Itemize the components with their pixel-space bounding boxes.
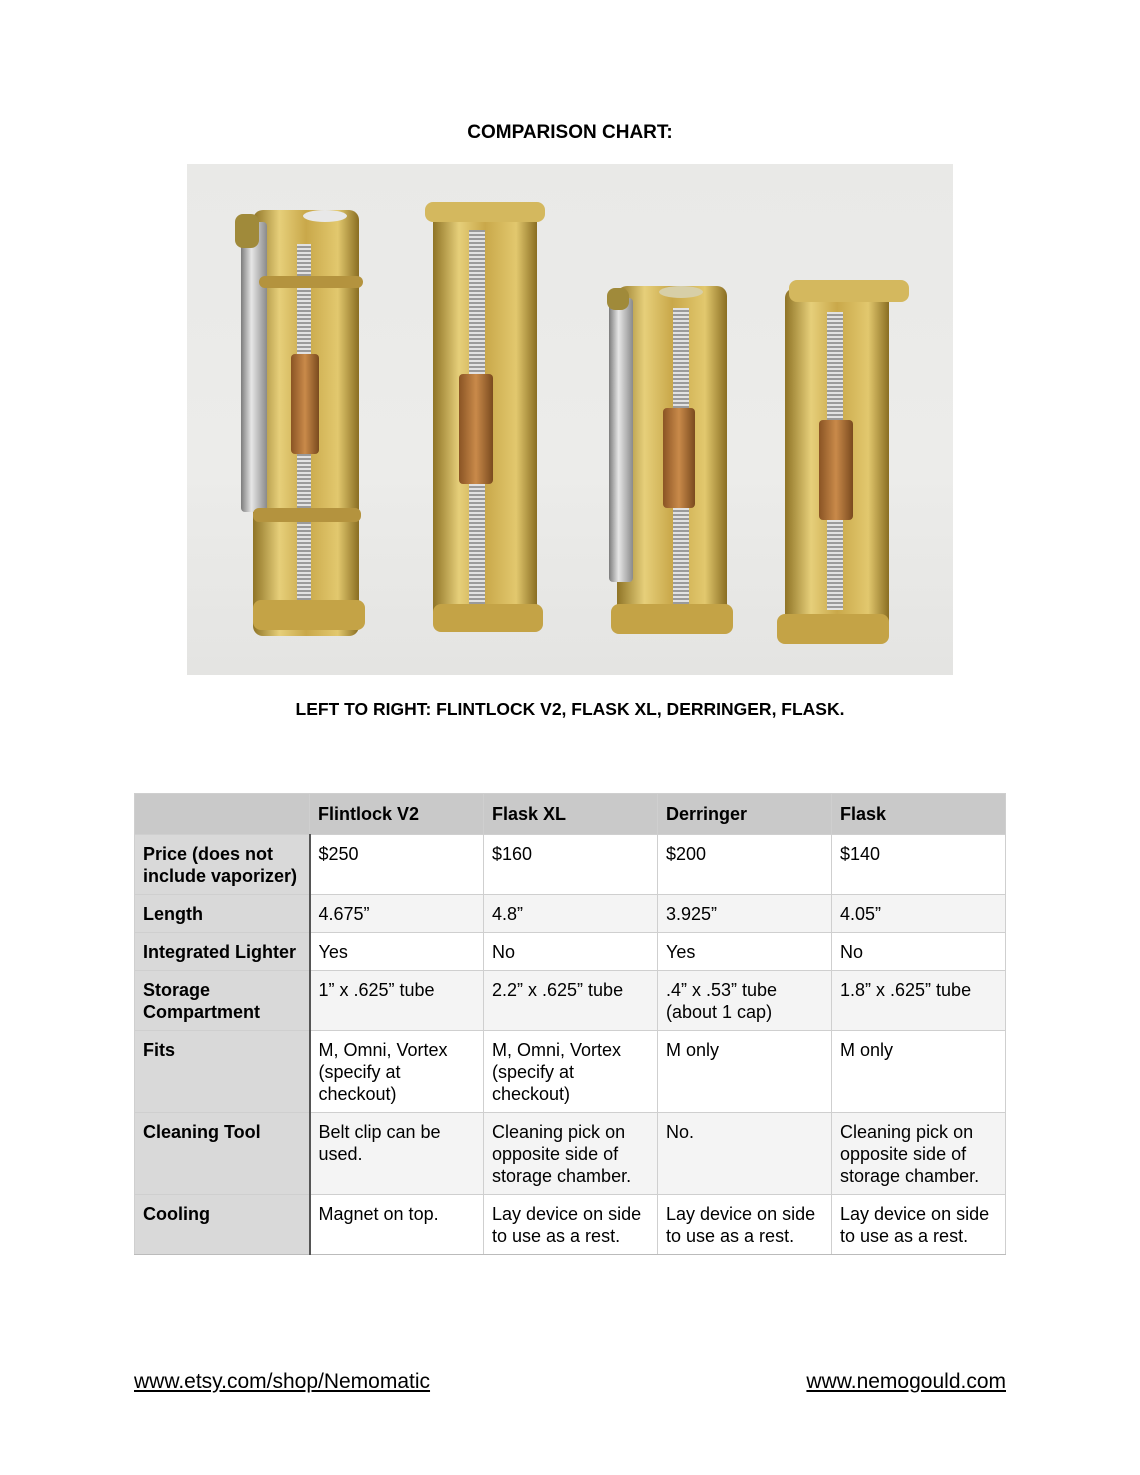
table-row <box>135 971 1006 1031</box>
product-photo <box>187 164 953 675</box>
table-cell: 1.8” x .625” tube <box>832 971 1006 1031</box>
table-cell: Yes <box>310 933 484 971</box>
table-cell: 2.2” x .625” tube <box>484 971 658 1031</box>
row-label: Cooling <box>135 1195 310 1255</box>
header-cell: Flask <box>832 794 1006 835</box>
photo-caption: LEFT TO RIGHT: FLINTLOCK V2, FLASK XL, DERRINGER, FLASK. <box>295 699 845 719</box>
table-cell: Lay device on side to use as a rest. <box>832 1195 1006 1255</box>
table-cell: M, Omni, Vortex (specify at checkout) <box>310 1031 484 1113</box>
table-cell: Belt clip can be used. <box>310 1113 484 1195</box>
table-cell: No <box>484 933 658 971</box>
table-cell: No <box>832 933 1006 971</box>
table-cell: 4.05” <box>832 895 1006 933</box>
row-label: Length <box>135 895 310 933</box>
table-cell: 4.8” <box>484 895 658 933</box>
table-cell: Cleaning pick on opposite side of storage chamber. <box>484 1113 658 1195</box>
header-cell: Flintlock V2 <box>310 794 484 835</box>
table-row <box>135 1113 1006 1195</box>
table-cell: .4” x .53” tube (about 1 cap) <box>658 971 832 1031</box>
table-cell: M only <box>658 1031 832 1113</box>
table-cell: Magnet on top. <box>310 1195 484 1255</box>
table-cell: 4.675” <box>310 895 484 933</box>
flask-item <box>777 280 909 644</box>
row-label: Cleaning Tool <box>135 1113 310 1195</box>
row-label: Price (does not include vaporizer) <box>135 835 310 895</box>
row-label: Integrated Lighter <box>135 933 310 971</box>
header-cell: Derringer <box>658 794 832 835</box>
table-cell: 3.925” <box>658 895 832 933</box>
table-cell: M, Omni, Vortex (specify at checkout) <box>484 1031 658 1113</box>
table-row <box>135 1031 1006 1113</box>
table-cell: $140 <box>832 835 1006 895</box>
derringer-item <box>607 286 733 634</box>
table-cell: Cleaning pick on opposite side of storage chamber. <box>832 1113 1006 1195</box>
header-cell <box>135 794 310 835</box>
table-cell: 1” x .625” tube <box>310 971 484 1031</box>
page-title: COMPARISON CHART: <box>467 122 673 143</box>
row-label: Storage Compartment <box>135 971 310 1031</box>
table-cell: Lay device on side to use as a rest. <box>658 1195 832 1255</box>
row-label: Fits <box>135 1031 310 1113</box>
table-cell: $160 <box>484 835 658 895</box>
table-row <box>135 933 1006 971</box>
website-link[interactable]: www.nemogould.com <box>806 1370 1006 1393</box>
flintlock-v2-item <box>235 210 365 636</box>
table-cell: $250 <box>310 835 484 895</box>
table-cell: M only <box>832 1031 1006 1113</box>
etsy-shop-link[interactable]: www.etsy.com/shop/Nemomatic <box>134 1370 431 1393</box>
table-cell: No. <box>658 1113 832 1195</box>
table-row <box>135 1195 1006 1255</box>
table-header-row <box>135 794 1006 835</box>
table-row <box>135 895 1006 933</box>
header-cell: Flask XL <box>484 794 658 835</box>
table-cell: Lay device on side to use as a rest. <box>484 1195 658 1255</box>
table-cell: $200 <box>658 835 832 895</box>
flask-xl-item <box>425 202 545 632</box>
comparison-table <box>134 793 1006 1255</box>
table-row <box>135 835 1006 895</box>
table-cell: Yes <box>658 933 832 971</box>
